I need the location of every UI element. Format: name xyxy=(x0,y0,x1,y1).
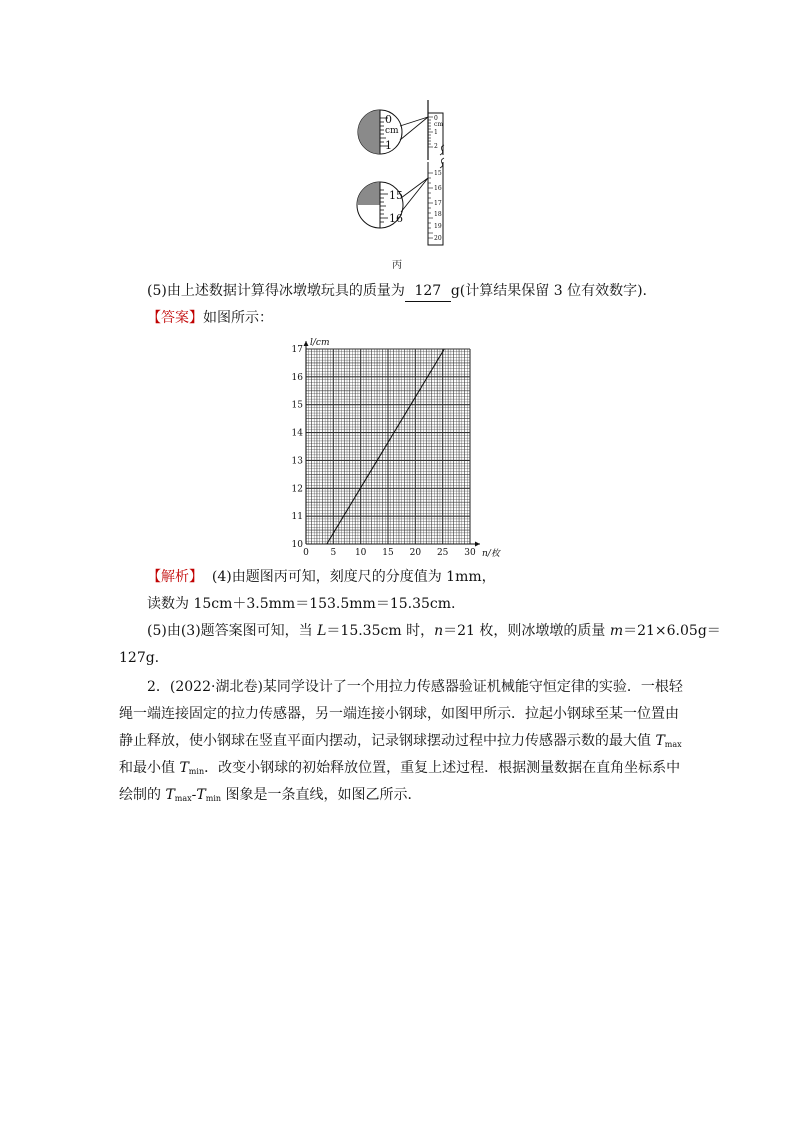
analysis-line-3 xyxy=(147,621,721,641)
figure-caption: 丙 xyxy=(392,260,402,271)
var-m: m xyxy=(609,623,624,639)
ruler-ticks-bottom xyxy=(428,173,433,238)
ruler-label-19: 19 xyxy=(434,223,442,230)
analysis-3a: (5)由(3)题答案图可知，当 xyxy=(147,623,318,639)
sub-max: max xyxy=(664,740,682,749)
y-tick-label: 17 xyxy=(291,345,303,355)
dash: - xyxy=(191,787,197,803)
mag-bot-16: 16 xyxy=(389,212,403,225)
var-T-max-2: T xyxy=(165,787,175,803)
y-tick-label: 12 xyxy=(291,484,303,495)
y-tick-label: 14 xyxy=(291,428,303,439)
answer-graph xyxy=(282,335,512,560)
p2-line-2: 绳一端连接固定的拉力传感器，另一端连接小钢球，如图甲所示．拉起小钢球至某一位置由 xyxy=(119,706,679,722)
mag-top-1: 1 xyxy=(385,139,392,152)
y-tick-label: 10 xyxy=(291,540,303,550)
x-tick-label: 0 xyxy=(303,548,309,558)
ruler-label-15: 15 xyxy=(434,170,442,177)
p2-3a: 静止释放，使小钢球在竖直平面内摆动，记录钢球摆动过程中拉力传感器示数的最大值 xyxy=(119,733,656,749)
mag-top-cm: cm xyxy=(385,126,399,136)
answer-line xyxy=(147,308,273,328)
p2-5b: 图象是一条直线，如图乙所示． xyxy=(221,787,422,803)
x-tick-label: 10 xyxy=(354,548,367,558)
mag-top-0: 0 xyxy=(385,113,392,126)
sub-min: min xyxy=(188,767,205,776)
x-tick-label: 15 xyxy=(382,548,394,558)
ruler-label-20: 20 xyxy=(434,235,442,242)
p2-4b: ．改变小钢球的初始释放位置，重复上述过程．根据测量数据在直角坐标系中 xyxy=(204,760,681,776)
ruler-label-cm: cm xyxy=(434,121,444,128)
mag-bot-15: 15 xyxy=(389,189,403,202)
x-tick-label: 30 xyxy=(464,548,476,558)
analysis-line-2: 读数为 15cm＋3.5mm＝153.5mm＝15.35cm. xyxy=(147,596,456,612)
p2-4a: 和最小值 xyxy=(119,760,180,776)
var-n: n xyxy=(434,623,444,639)
sub-max-2: max xyxy=(174,794,192,803)
x-axis-label: n/枚 xyxy=(482,549,500,559)
ruler-label-1: 1 xyxy=(434,129,438,136)
ruler-label-0: 0 xyxy=(434,115,438,122)
figure-bing xyxy=(350,95,460,250)
q5-prefix: (5)由上述数据计算得冰墩墩玩具的质量为 xyxy=(147,283,405,299)
x-axis-arrow xyxy=(475,542,480,547)
answer-text: 如图所示： xyxy=(203,310,273,326)
ruler-label-18: 18 xyxy=(434,211,442,218)
analysis-line-1 xyxy=(147,567,496,587)
q5-line xyxy=(147,281,647,302)
y-axis-arrow xyxy=(304,341,309,346)
y-tick-label: 11 xyxy=(291,512,303,523)
sub-min-2: min xyxy=(205,794,222,803)
var-L: L xyxy=(317,623,327,639)
analysis-line-4: 127g. xyxy=(119,650,160,666)
ruler-label-17: 17 xyxy=(434,200,442,207)
p2-line-4 xyxy=(119,758,680,782)
analysis-text-1: (4)由题图丙可知，刻度尺的分度值为 1mm， xyxy=(211,569,496,585)
y-tick-label: 15 xyxy=(291,400,303,411)
q5-suffix: g(计算结果保留 3 位有效数字). xyxy=(450,283,647,299)
x-tick-label: 25 xyxy=(436,548,449,558)
ruler-label-16: 16 xyxy=(434,185,442,192)
p2-line-1: 2．(2022·湖北卷)某同学设计了一个用拉力传感器验证机械能守恒定律的实验．一根轻 xyxy=(147,679,683,695)
analysis-tag: 【解析】 xyxy=(147,569,203,585)
analysis-3c: ＝21 枚，则冰墩墩的质量 xyxy=(443,623,610,639)
var-T-min-2: T xyxy=(196,787,206,803)
var-T-max: T xyxy=(655,733,665,749)
y-tick-label: 13 xyxy=(291,456,303,467)
analysis-3b: ＝15.35cm 时， xyxy=(326,623,435,639)
ruler-label-2: 2 xyxy=(434,143,438,150)
var-T-min: T xyxy=(179,760,189,776)
p2-line-5 xyxy=(119,785,422,809)
p2-line-3 xyxy=(119,731,682,755)
ruler-ticks-top xyxy=(428,117,433,147)
q5-answer: 127 xyxy=(405,281,451,302)
analysis-3d: ＝21×6.05g＝ xyxy=(623,623,721,639)
x-tick-label: 20 xyxy=(409,548,422,558)
y-tick-label: 16 xyxy=(291,372,303,383)
p2-5a: 绘制的 xyxy=(119,787,166,803)
magnifier-top xyxy=(358,110,428,154)
x-tick-label: 5 xyxy=(330,548,337,558)
magnifier-bottom xyxy=(357,178,428,228)
answer-tag: 【答案】 xyxy=(147,310,203,326)
y-axis-label: l/cm xyxy=(310,338,330,348)
